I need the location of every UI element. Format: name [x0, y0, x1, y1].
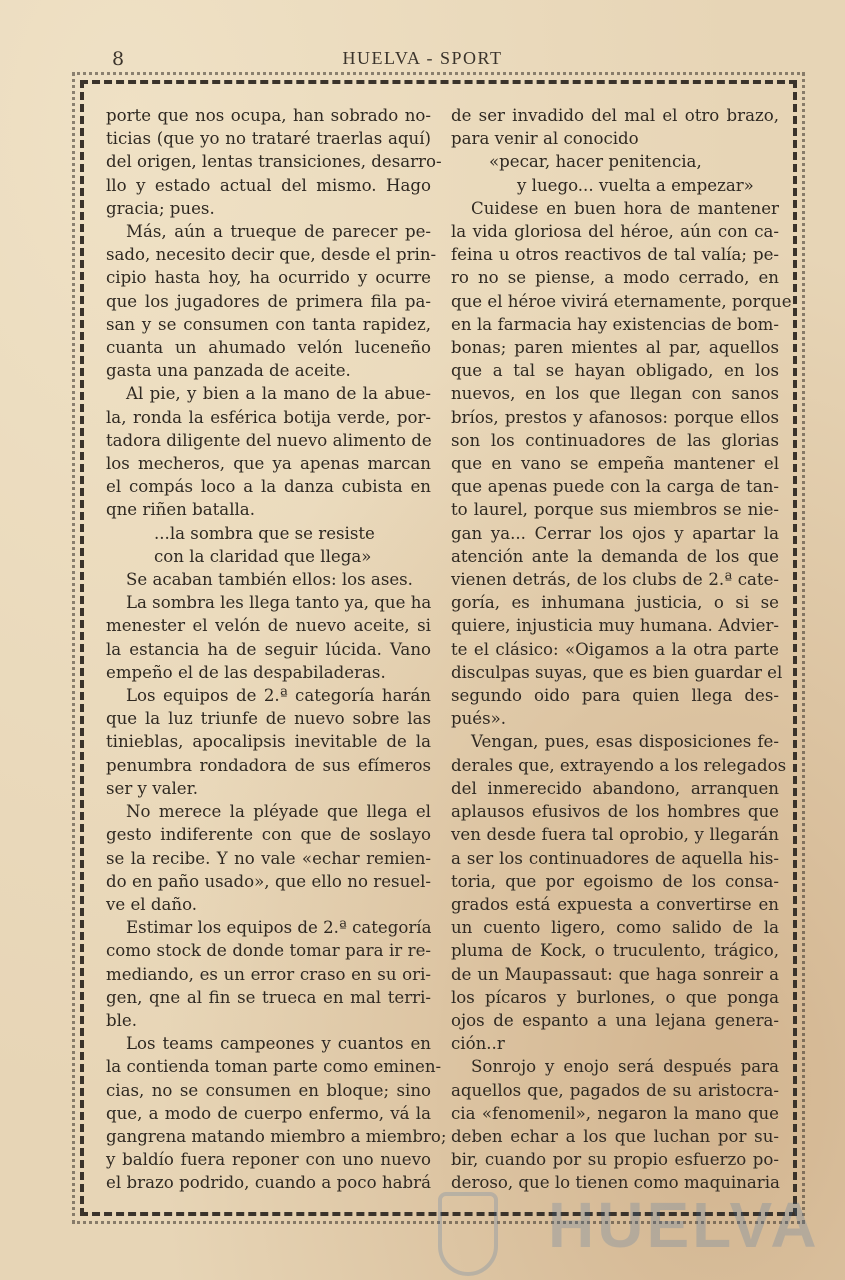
text-line: menester el velón de nuevo aceite, si — [106, 616, 431, 636]
text-line: ser y valer. — [106, 778, 198, 798]
text-line: cipio hasta hoy, ha ocurrido y ocurre — [106, 268, 431, 288]
text-line: del inmerecido abandono, arranquen — [451, 778, 779, 798]
text-line: los pícaros y burlones, o que ponga — [451, 987, 779, 1007]
text-line: bir, cuando por su propio esfuerzo po- — [451, 1150, 779, 1170]
text-line: toria, que por egoismo de los consa- — [451, 871, 779, 891]
text-line: el brazo podrido, cuando a poco habrá — [106, 1173, 431, 1193]
text-line: que en vano se empeña mantener el — [451, 454, 779, 474]
text-line: se la recibe. Y no vale «echar remien- — [106, 848, 431, 868]
text-line: pués». — [451, 709, 507, 729]
text-line: la estancia ha de seguir lúcida. Vano — [106, 639, 431, 659]
text-line: aplausos efusivos de los hombres que — [451, 802, 779, 822]
text-line: en la farmacia hay existencias de bom- — [451, 314, 779, 334]
text-line: empeño el de las despabiladeras. — [106, 662, 386, 682]
left-column — [106, 104, 447, 1195]
text-line: gesto indiferente con que de soslayo — [106, 825, 431, 845]
text-line: penumbra rondadora de sus efímeros — [106, 755, 431, 775]
text-line: como stock de donde tomar para ir re- — [106, 941, 431, 961]
text-line: disculpas suyas, que es bien guardar el — [451, 662, 783, 682]
text-line: para venir al conocido — [451, 129, 639, 149]
text-line: la vida gloriosa del héroe, aún con ca- — [451, 222, 779, 242]
text-line: el compás loco a la danza cubista en — [106, 477, 431, 497]
text-line: vienen detrás, de los clubs de 2.ª cate- — [451, 570, 779, 590]
text-line: Al pie, y bien a la mano de la abue- — [126, 384, 431, 404]
text-line: Se acaban también ellos: los ases. — [126, 570, 413, 590]
text-line: do en paño usado», que ello no resuel- — [106, 871, 431, 891]
page-number: 8 — [112, 48, 125, 70]
text-line: con la claridad que llega» — [154, 546, 372, 566]
text-line: gasta una panzada de aceite. — [106, 361, 351, 381]
text-line: La sombra les llega tanto ya, que ha — [126, 593, 432, 613]
text-line: de ser invadido del mal el otro brazo, — [451, 106, 779, 125]
text-line: qne riñen batalla. — [106, 500, 255, 520]
text-line: bonas; paren mientes al par, aquellos — [451, 338, 779, 358]
text-line: de un Maupassaut: que haga sonreir a — [451, 964, 779, 984]
text-line: y baldío fuera reponer con uno nuevo — [106, 1150, 431, 1170]
text-line: derales que, extrayendo a los relegados — [451, 755, 787, 775]
text-line: ro no se piense, a modo cerrado, en — [451, 268, 779, 288]
text-line: Más, aún a trueque de parecer pe- — [126, 222, 431, 242]
text-line: que el héroe vivirá eternamente, porque — [451, 291, 792, 311]
text-line: gangrena matando miembro a miembro; — [106, 1126, 447, 1146]
text-line: ble. — [106, 1010, 138, 1030]
text-line: son los continuadores de las glorias — [451, 430, 779, 450]
text-line: to laurel, porque sus miembros se nie- — [451, 500, 779, 520]
text-line: Vengan, pues, esas disposiciones fe- — [471, 732, 779, 752]
huelva-watermark — [438, 1180, 818, 1280]
text-line: Los teams campeones y cuantos en — [126, 1034, 431, 1054]
text-line: No merece la pléyade que llega el — [126, 802, 431, 822]
text-line: gracia; pues. — [106, 198, 215, 218]
text-line: del origen, lentas transiciones, desarro- — [106, 152, 442, 172]
text-line: feina u otros reactivos de tal valía; pe- — [451, 245, 779, 265]
text-line: te el clásico: «Oigamos a la otra parte — [451, 639, 779, 659]
text-line: Cuidese en buen hora de mantener — [471, 198, 779, 218]
text-line: porte que nos ocupa, han sobrado no- — [106, 106, 431, 125]
text-line: aquellos que, pagados de su aristocra- — [451, 1080, 779, 1100]
text-line: ción..r — [451, 1034, 505, 1054]
text-line: ticias (que yo no trataré traerlas aquí) — [106, 129, 431, 149]
text-line: que la luz triunfe de nuevo sobre las — [106, 709, 431, 729]
crest-icon — [438, 1192, 498, 1276]
text-line: llo y estado actual del mismo. Hago — [106, 175, 431, 195]
text-line: tinieblas, apocalipsis inevitable de la — [106, 732, 431, 752]
text-line: ...la sombra que se resiste — [154, 523, 375, 543]
text-line: deben echar a los que luchan por su- — [451, 1126, 779, 1146]
text-line: «pecar, hacer penitencia, — [489, 152, 702, 172]
watermark-text: HUELVA — [548, 1189, 820, 1261]
text-line: Sonrojo y enojo será después para — [471, 1057, 779, 1077]
text-line: ojos de espanto a una lejana genera- — [451, 1010, 779, 1030]
right-column — [451, 104, 792, 1195]
text-line: que a tal se hayan obligado, en los — [451, 361, 779, 381]
text-line: atención ante la demanda de los que — [451, 546, 779, 566]
text-line: gan ya... Cerrar los ojos y apartar la — [451, 523, 779, 543]
text-line: mediando, es un error craso en su ori- — [106, 964, 431, 984]
text-line: que, a modo de cuerpo enfermo, vá la — [106, 1103, 431, 1123]
running-title: HUELVA - SPORT — [342, 48, 503, 68]
text-line: cuanta un ahumado velón luceneño — [106, 338, 431, 358]
text-line: a ser los continuadores de aquella his- — [451, 848, 779, 868]
text-line: quiere, injusticia muy humana. Advier- — [451, 616, 779, 636]
text-line: la contienda toman parte como eminen- — [106, 1057, 442, 1077]
text-line: pluma de Kock, o truculento, trágico, — [451, 941, 779, 961]
text-line: deroso, que lo tienen como maquinaria — [451, 1173, 780, 1193]
text-line: ven desde fuera tal oprobio, y llegarán — [451, 825, 779, 845]
text-line: ve el daño. — [106, 894, 198, 914]
text-line: cia «fenomenil», negaron la mano que — [451, 1103, 779, 1123]
text-line: que apenas puede con la carga de tan- — [451, 477, 779, 497]
text-line: grados está expuesta a convertirse en — [451, 894, 779, 914]
text-line: la, ronda la esférica botija verde, por- — [106, 407, 431, 427]
text-line: y luego... vuelta a empezar» — [517, 175, 754, 195]
text-line: Estimar los equipos de 2.ª categoría — [126, 918, 432, 938]
text-line: sado, necesito decir que, desde el prin- — [106, 245, 437, 265]
text-line: nuevos, en los que llegan con sanos — [451, 384, 779, 404]
text-line: Los equipos de 2.ª categoría harán — [126, 686, 431, 706]
text-line: san y se consumen con tanta rapidez, — [106, 314, 431, 334]
text-line: goría, es inhumana justicia, o si se — [451, 593, 779, 613]
text-line: tadora diligente del nuevo alimento de — [106, 430, 432, 450]
text-line: gen, qne al fin se trueca en mal terri- — [106, 987, 431, 1007]
text-line: segundo oido para quien llega des- — [451, 686, 779, 706]
text-line: un cuento ligero, como salido de la — [451, 918, 779, 938]
text-line: bríos, prestos y afanosos: porque ellos — [451, 407, 779, 427]
text-line: que los jugadores de primera fila pa- — [106, 291, 431, 311]
page-header — [0, 48, 845, 74]
text-line: los mecheros, que ya apenas marcan — [106, 454, 431, 474]
text-line: cias, no se consumen en bloque; sino — [106, 1080, 431, 1100]
